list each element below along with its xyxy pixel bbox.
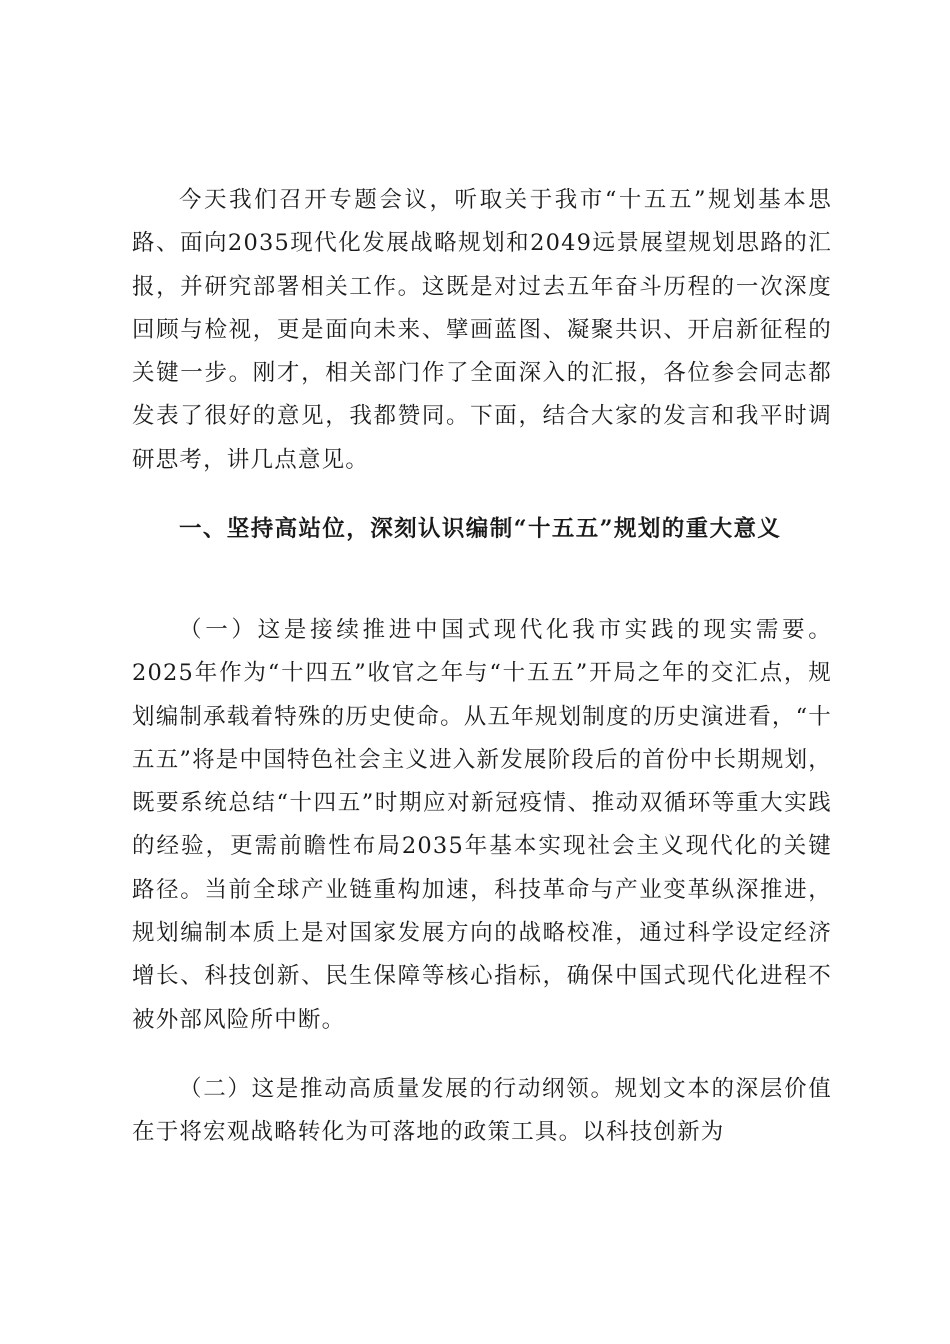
section-heading-one: 一、坚持高站位，深刻认识编制“十五五”规划的重大意义 (179, 516, 782, 542)
point-one-paragraph: （一）这是接续推进中国式现代化我市实践的现实需要。2025年作为“十四五”收官之年与“十五五”开局之年的交汇点，规划编制承载着特殊的历史使命。从五年规划制度的历史演进看，“十五五”将是中国特色社会主义进入新发展阶段后的首份中长期规划，既要系统总结“十四五”时期应对新冠疫情、推动双循环等重大实践的经验，更需前瞻性布局2035年基本实现社会主义现代化的关键路径。当前全球产业链重构加速，科技革命与产业变革纵深推进，规划编制本质上是对国家发展方向的战略校准，通过科学设定经济增长、科技创新、民生保障等核心指标，确保中国式现代化进程不被外部风险所中断。 (132, 617, 833, 1033)
point-two-paragraph: （二）这是推动高质量发展的行动纲领。规划文本的深层价值在于将宏观战略转化为可落地的政策工具。以科技创新为 (132, 1076, 832, 1146)
intro-paragraph: 今天我们召开专题会议，听取关于我市“十五五”规划基本思路、面向2035现代化发展战略规划和2049远景展望规划思路的汇报，并研究部署相关工作。这既是对过去五年奋斗历程的一次深度回顾与检视，更是面向未来、擘画蓝图、凝聚共识、开启新征程的关键一步。刚才，相关部门作了全面深入的汇报，各位参会同志都发表了很好的意见，我都赞同。下面，结合大家的发言和我平时调研思考，讲几点意见。 (132, 187, 832, 473)
